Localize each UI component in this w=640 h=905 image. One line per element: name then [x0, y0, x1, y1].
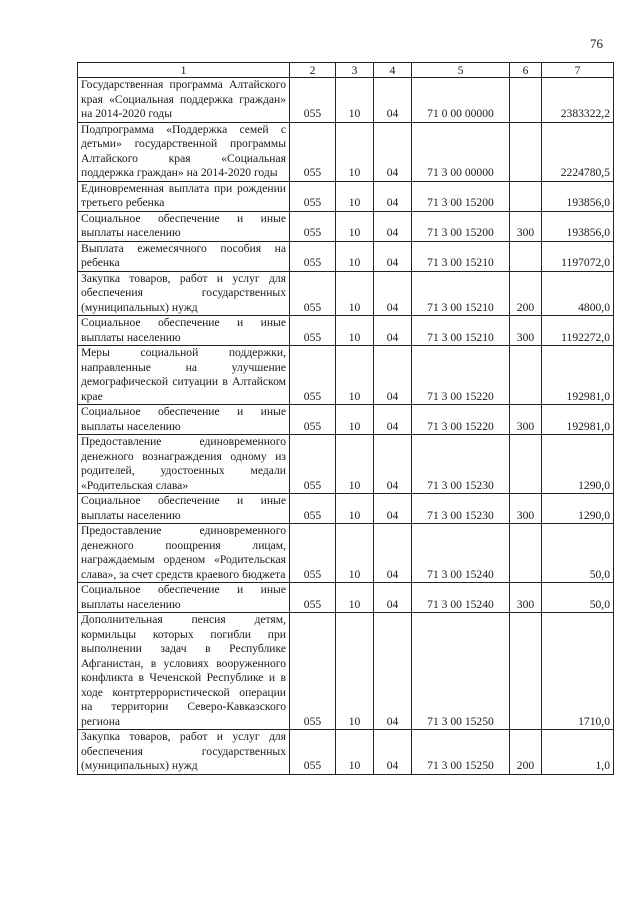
- ministry-code: 055: [290, 346, 336, 405]
- subsection-code: 04: [374, 730, 412, 775]
- table-row: [78, 730, 614, 775]
- column-header: 1: [78, 63, 290, 78]
- subsection-code: 04: [374, 583, 412, 613]
- row-name: Закупка товаров, работ и услуг для обеспечения государственных (муниципальных) нужд: [78, 730, 290, 775]
- expense-type-code: [510, 181, 542, 211]
- amount: 50,0: [542, 583, 614, 613]
- column-header: 5: [412, 63, 510, 78]
- amount: 192981,0: [542, 405, 614, 435]
- table-row: [78, 583, 614, 613]
- ministry-code: 055: [290, 613, 336, 730]
- column-header: 7: [542, 63, 614, 78]
- row-name: Социальное обеспечение и иные выплаты населению: [78, 583, 290, 613]
- section-code: 10: [336, 316, 374, 346]
- amount: 4800,0: [542, 271, 614, 316]
- column-header: 6: [510, 63, 542, 78]
- subsection-code: 04: [374, 435, 412, 494]
- expense-type-code: [510, 241, 542, 271]
- section-code: 10: [336, 613, 374, 730]
- row-name: Подпрограмма «Поддержка семей с детьми» государственной программы Алтайского края «Социальная поддержка граждан» на 2014-2020 годы: [78, 122, 290, 181]
- subsection-code: 04: [374, 494, 412, 524]
- amount: 1710,0: [542, 613, 614, 730]
- column-header: 4: [374, 63, 412, 78]
- row-name: Предоставление единовременного денежного вознаграждения одному из родителей, удостоенных медали «Родительская слава»: [78, 435, 290, 494]
- subsection-code: 04: [374, 405, 412, 435]
- row-name: Предоставление единовременного денежного поощрения лицам, награждаемым орденом «Родительская слава», за счет средств краевого бюджета: [78, 524, 290, 583]
- section-code: 10: [336, 181, 374, 211]
- amount: 1192272,0: [542, 316, 614, 346]
- table-row: [78, 78, 614, 123]
- table-row: [78, 181, 614, 211]
- table-row: [78, 122, 614, 181]
- target-article-code: 71 3 00 15200: [412, 211, 510, 241]
- table-row: [78, 524, 614, 583]
- table-row: [78, 494, 614, 524]
- section-code: 10: [336, 494, 374, 524]
- page-number: 76: [590, 36, 603, 51]
- ministry-code: 055: [290, 241, 336, 271]
- section-code: 10: [336, 122, 374, 181]
- amount: 50,0: [542, 524, 614, 583]
- row-name: Социальное обеспечение и иные выплаты населению: [78, 405, 290, 435]
- section-code: 10: [336, 524, 374, 583]
- subsection-code: 04: [374, 613, 412, 730]
- target-article-code: 71 3 00 00000: [412, 122, 510, 181]
- section-code: 10: [336, 346, 374, 405]
- target-article-code: 71 3 00 15200: [412, 181, 510, 211]
- section-code: 10: [336, 435, 374, 494]
- row-name: Меры социальной поддержки, направленные на улучшение демографической ситуации в Алтайском крае: [78, 346, 290, 405]
- target-article-code: 71 3 00 15220: [412, 346, 510, 405]
- section-code: 10: [336, 271, 374, 316]
- expense-type-code: 300: [510, 405, 542, 435]
- expense-type-code: 300: [510, 211, 542, 241]
- target-article-code: 71 3 00 15210: [412, 271, 510, 316]
- table-row: [78, 271, 614, 316]
- expense-type-code: 200: [510, 271, 542, 316]
- ministry-code: 055: [290, 524, 336, 583]
- amount: 193856,0: [542, 181, 614, 211]
- ministry-code: 055: [290, 122, 336, 181]
- table-row: [78, 346, 614, 405]
- expense-type-code: [510, 78, 542, 123]
- row-name: Выплата ежемесячного пособия на ребенка: [78, 241, 290, 271]
- ministry-code: 055: [290, 78, 336, 123]
- subsection-code: 04: [374, 211, 412, 241]
- row-name: Закупка товаров, работ и услуг для обеспечения государственных (муниципальных) нужд: [78, 271, 290, 316]
- section-code: 10: [336, 241, 374, 271]
- ministry-code: 055: [290, 405, 336, 435]
- ministry-code: 055: [290, 316, 336, 346]
- ministry-code: 055: [290, 181, 336, 211]
- section-code: 10: [336, 211, 374, 241]
- table-row: [78, 316, 614, 346]
- expense-type-code: 300: [510, 494, 542, 524]
- expense-type-code: [510, 613, 542, 730]
- row-name: Дополнительная пенсия детям, кормильцы которых погибли при выполнении задач в Республике Афганистан, в условиях вооруженного конфликта в Чеченской Республике и в ходе контртеррористической операции на территории Северо-Кавказского региона: [78, 613, 290, 730]
- table-header-row: [78, 63, 614, 78]
- target-article-code: 71 3 00 15230: [412, 435, 510, 494]
- subsection-code: 04: [374, 241, 412, 271]
- row-name: Социальное обеспечение и иные выплаты населению: [78, 211, 290, 241]
- ministry-code: 055: [290, 211, 336, 241]
- ministry-code: 055: [290, 271, 336, 316]
- amount: 1197072,0: [542, 241, 614, 271]
- target-article-code: 71 3 00 15220: [412, 405, 510, 435]
- ministry-code: 055: [290, 583, 336, 613]
- target-article-code: 71 3 00 15210: [412, 241, 510, 271]
- expense-type-code: [510, 435, 542, 494]
- subsection-code: 04: [374, 271, 412, 316]
- subsection-code: 04: [374, 346, 412, 405]
- budget-table: [77, 62, 614, 775]
- subsection-code: 04: [374, 181, 412, 211]
- expense-type-code: [510, 122, 542, 181]
- table-row: [78, 613, 614, 730]
- row-name: Единовременная выплата при рождении третьего ребенка: [78, 181, 290, 211]
- target-article-code: 71 3 00 15210: [412, 316, 510, 346]
- amount: 1290,0: [542, 435, 614, 494]
- table-row: [78, 435, 614, 494]
- ministry-code: 055: [290, 494, 336, 524]
- row-name: Социальное обеспечение и иные выплаты населению: [78, 316, 290, 346]
- section-code: 10: [336, 583, 374, 613]
- target-article-code: 71 0 00 00000: [412, 78, 510, 123]
- amount: 1,0: [542, 730, 614, 775]
- expense-type-code: [510, 346, 542, 405]
- section-code: 10: [336, 405, 374, 435]
- target-article-code: 71 3 00 15250: [412, 730, 510, 775]
- row-name: Социальное обеспечение и иные выплаты населению: [78, 494, 290, 524]
- target-article-code: 71 3 00 15250: [412, 613, 510, 730]
- amount: 2224780,5: [542, 122, 614, 181]
- section-code: 10: [336, 730, 374, 775]
- amount: 192981,0: [542, 346, 614, 405]
- amount: 193856,0: [542, 211, 614, 241]
- target-article-code: 71 3 00 15240: [412, 583, 510, 613]
- subsection-code: 04: [374, 524, 412, 583]
- subsection-code: 04: [374, 78, 412, 123]
- table-row: [78, 211, 614, 241]
- table-row: [78, 405, 614, 435]
- ministry-code: 055: [290, 730, 336, 775]
- subsection-code: 04: [374, 316, 412, 346]
- target-article-code: 71 3 00 15240: [412, 524, 510, 583]
- subsection-code: 04: [374, 122, 412, 181]
- table-row: [78, 241, 614, 271]
- section-code: 10: [336, 78, 374, 123]
- amount: 2383322,2: [542, 78, 614, 123]
- column-header: 2: [290, 63, 336, 78]
- expense-type-code: 300: [510, 316, 542, 346]
- column-header: 3: [336, 63, 374, 78]
- ministry-code: 055: [290, 435, 336, 494]
- expense-type-code: 200: [510, 730, 542, 775]
- expense-type-code: 300: [510, 583, 542, 613]
- target-article-code: 71 3 00 15230: [412, 494, 510, 524]
- expense-type-code: [510, 524, 542, 583]
- amount: 1290,0: [542, 494, 614, 524]
- row-name: Государственная программа Алтайского края «Социальная поддержка граждан» на 2014-2020 годы: [78, 78, 290, 123]
